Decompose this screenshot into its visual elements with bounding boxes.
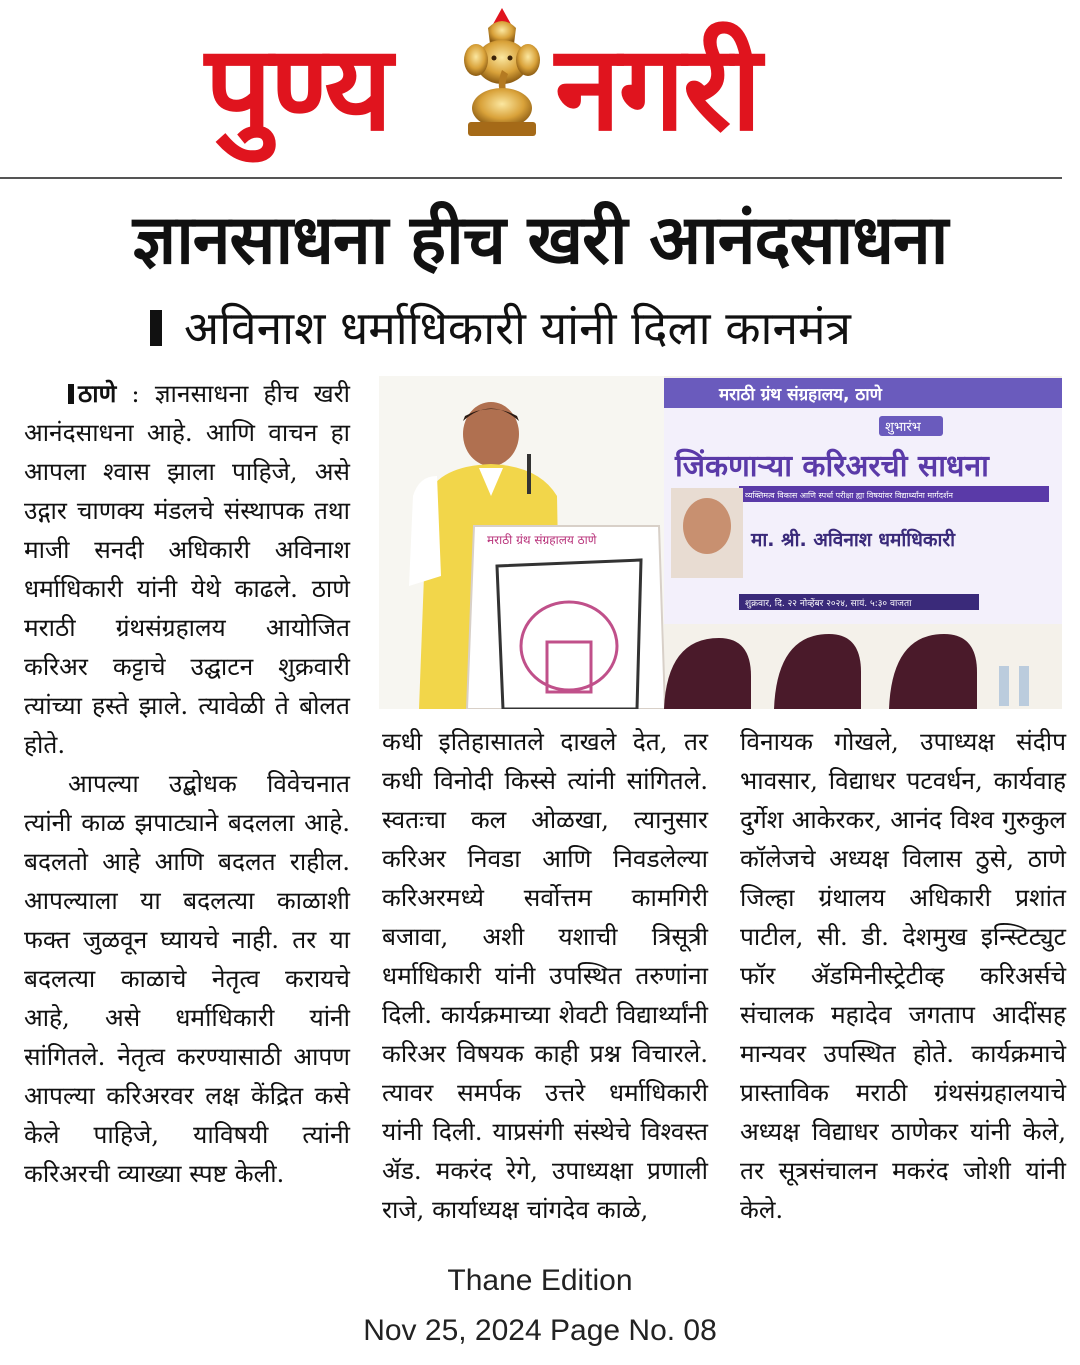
paragraph-1: ज्ञानसाधना हीच खरी आनंदसाधना आहे. आणि वाचन हा आपला श्वास झाला पाहिजे, असे उद्गार चाणक्य मंडलचे संस्थापक तथा माजी सनदी अधिकारी अविनाश धर्माधिकारी यांनी येथे काढले. ठाणे मराठी ग्रंथसंग्रहालय आयोजित करिअर कट्टाचे उद्घाटन शुक्रवारी त्यांच्या हस्ते झाले. त्यावेळी ते बोलत होते. [24, 379, 350, 759]
dateline: ठाणे [68, 379, 116, 408]
banner-title: जिंकणाऱ्या करिअरची साधना [675, 449, 989, 484]
banner-speaker: मा. श्री. अविनाश धर्माधिकारी [751, 529, 956, 551]
banner-tag: शुभारंभ [885, 420, 921, 435]
masthead-divider [0, 177, 1062, 179]
podium-text: मराठी ग्रंथ संग्रहालय ठाणे [487, 533, 597, 547]
dateline-marker [68, 384, 74, 404]
paragraph-4: विनायक गोखले, उपाध्यक्ष संदीप भावसार, विद्याधर पटवर्धन, कार्यवाह दुर्गेश आकेरकर, आनंद विश्व गुरुकुल कॉलेजचे अध्यक्ष विलास ठुसे, ठाणे जिल्हा ग्रंथालय अधिकारी प्रशांत पाटील, सी. डी. देशमुख इन्स्टिट्युट फॉर ॲडमिनीस्ट्रेटीव्ह करिअर्सचे संचालक महादेव जगताप आदींसह मान्यवर उपस्थित होते. कार्यक्रमाचे प्रास्ताविक मराठी ग्रंथसंग्रहालयाचे अध्यक्ष विद्याधर ठाणेकर यांनी केले, तर सूत्रसंचालन मकरंद जोशी यांनी केले. [740, 727, 1066, 1224]
event-photo [379, 376, 1062, 709]
subheadline [150, 298, 930, 358]
ganesha-icon [452, 4, 552, 144]
masthead [0, 0, 1080, 178]
date-page-label: Nov 25, 2024 Page No. 08 [363, 1314, 717, 1347]
banner-org: मराठी ग्रंथ संग्रहालय, ठाणे [719, 385, 882, 405]
masthead-title-left: पुण्य [205, 19, 391, 157]
article-column-3 [740, 722, 1066, 1229]
banner-date: शुक्रवार, दि. २२ नोव्हेंबर २०२४, सायं. ५:३० वाजता [745, 599, 912, 609]
subheadline-marker [150, 310, 162, 346]
podium [467, 526, 665, 709]
masthead-title-right: नगरी [555, 19, 760, 157]
paragraph-3: कधी इतिहासातले दाखले देत, तर कधी विनोदी किस्से त्यांनी सांगितले. स्वतःचा कल ओळखा, त्यानुसार करिअर निवडा आणि निवडलेल्या करिअरमध्ये सर्वोत्तम कामगिरी बजावा, अशी यशाची त्रिसूत्री धर्माधिकारी यांनी उपस्थित तरुणांना दिली. कार्यक्रमाच्या शेवटी विद्यार्थ्यांनी करिअर विषयक काही प्रश्न विचारले. त्यावर समर्पक उत्तरे धर्माधिकारी यांनी दिली. याप्रसंगी संस्थेचे विश्वस्त ॲड. मकरंद रेगे, उपाध्यक्षा प्रणाली राजे, कार्याध्यक्ष चांगदेव काळे, [382, 727, 708, 1224]
event-banner [664, 378, 1062, 624]
paragraph-2: आपल्या उद्बोधक विवेचनात त्यांनी काळ झपाट्याने बदलला आहे. बदलतो आहे आणि बदलत राहील. आपल्याला या बदलत्या काळाशी फक्त जुळवून घ्यायचे नाही. तर या बदलत्या काळाचे नेतृत्व करायचे आहे, असे धर्माधिकारी यांनी सांगितले. नेतृत्व करण्यासाठी आपण आपल्या करिअरवर लक्ष केंद्रित कसे केले पाहिजे, याविषयी त्यांनी करिअरची व्याख्या स्पष्ट केली. [24, 769, 350, 1188]
banner-subtitle: व्यक्तिमत्व विकास आणि स्पर्धा परीक्षा ह्या विषयांवर विद्यार्थ्यांना मार्गदर्शन [745, 491, 953, 500]
headline: ज्ञानसाधना हीच खरी आनंदसाधना [132, 201, 948, 280]
edition-label: Thane Edition [447, 1264, 633, 1297]
subheadline-text: अविनाश धर्माधिकारी यांनी दिला कानमंत्र [184, 301, 851, 355]
article-column-2 [382, 722, 708, 1229]
article-column-1: ठाणे : ज्ञानसाधना हीच खरी आनंदसाधना आहे. आणि वाचन हा आपला श्वास झाला पाहिजे, असे उद्गार चाणक्य मंडलचे संस्थापक तथा माजी सनदी अधिकारी अविनाश धर्माधिकारी यांनी येथे काढले. ठाणे मराठी ग्रंथसंग्रहालय आयोजित करिअर कट्टाचे उद्घाटन शुक्रवारी त्यांच्या हस्ते झाले. त्यावेळी ते बोलत होते. आपल्या उद्बोधक विवेचनात त्यांनी काळ झपाट्याने बदलला आहे. बदलतो आहे आणि बदलत राहील. आपल्याला या बदलत्या काळाशी फक्त जुळवून घ्यायचे नाही. तर या बदलत्या काळाचे नेतृत्व करायचे आहे, असे धर्माधिकारी यांनी सांगितले. नेतृत्व करण्यासाठी आपण आपल्या करिअरवर लक्ष केंद्रित कसे केले पाहिजे, याविषयी त्यांनी करिअरची व्याख्या स्पष्ट केली. [24, 374, 350, 1193]
